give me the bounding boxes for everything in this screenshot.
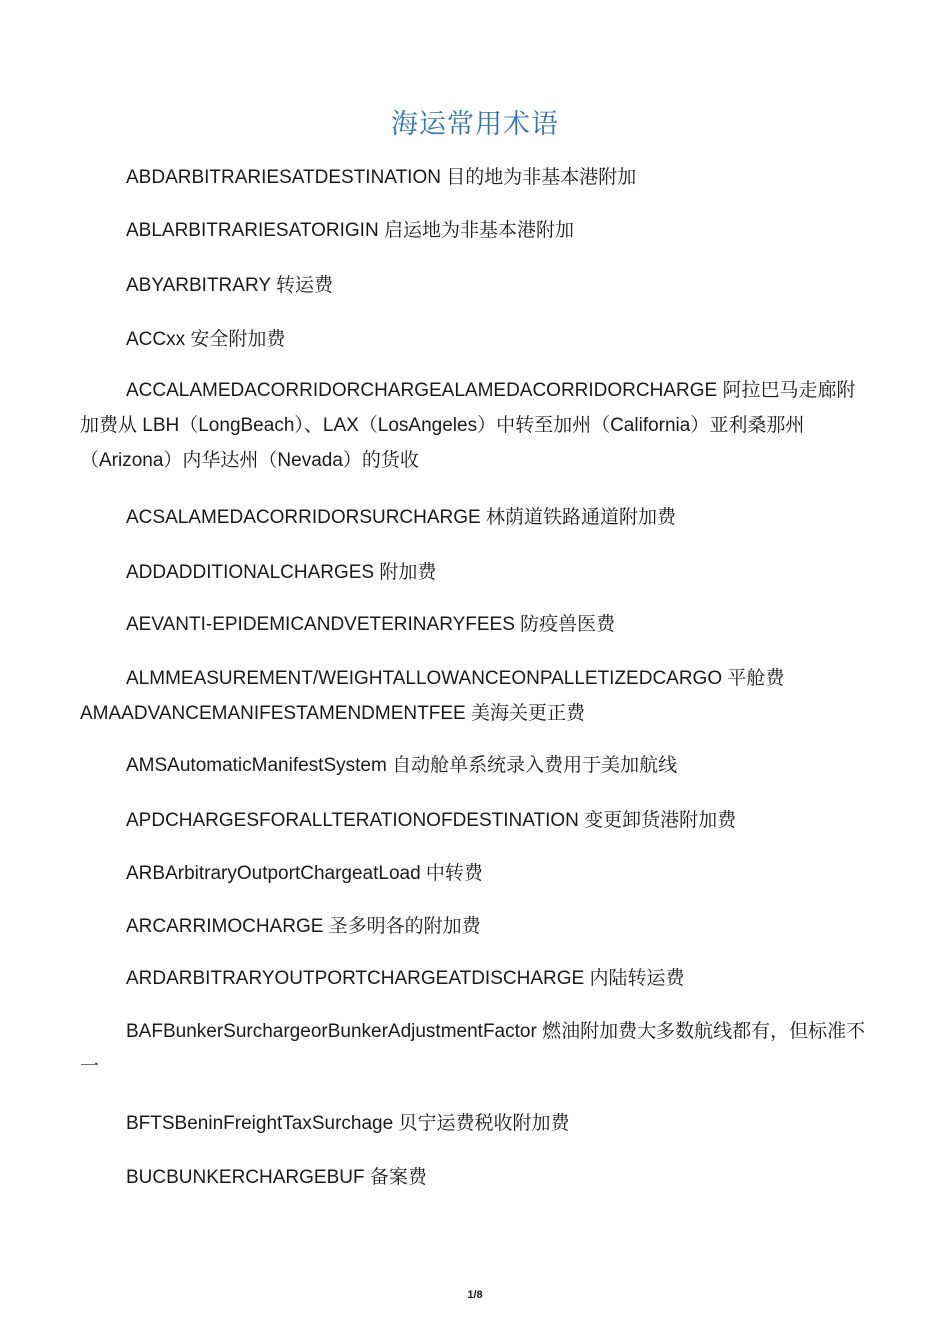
term-entry: APDCHARGESFORALLTERATIONOFDESTINATION 变更卸货港附加费 xyxy=(126,810,737,831)
term-entry: ABYARBITRARY 转运费 xyxy=(126,275,333,296)
term-entry: BUCBUNKERCHARGEBUF 备案费 xyxy=(126,1167,427,1188)
term-entry: ARCARRIMOCHARGE 圣多明各的附加费 xyxy=(126,916,481,937)
term-entry: ARBArbitraryOutportChargeatLoad 中转费 xyxy=(126,863,483,884)
document-title: 海运常用术语 xyxy=(391,109,559,139)
term-entry: ACCxx 安全附加费 xyxy=(126,329,286,350)
term-entry: BFTSBeninFreightTaxSurchage 贝宁运费税收附加费 xyxy=(126,1113,570,1134)
term-entry: AEVANTI-EPIDEMICANDVETERINARYFEES 防疫兽医费 xyxy=(126,614,616,635)
term-entry: AMAADVANCEMANIFESTAMENDMENTFEE 美海关更正费 xyxy=(80,703,585,724)
page-number: 1/8 xyxy=(467,1289,483,1301)
term-entry: ABLARBITRARIESATORIGIN 启运地为非基本港附加 xyxy=(126,220,574,241)
term-entry: ACCALAMEDACORRIDORCHARGEALAMEDACORRIDORCHARGE 阿拉巴马走廊附加费从 LBH（LongBeach）、LAX（LosAngeles）中转至加州（California）亚利桑那州（Arizona）内华达州（Nevada）的货收 xyxy=(80,380,856,471)
term-entry: ALMMEASUREMENT/WEIGHTALLOWANCEONPALLETIZEDCARGO 平舱费 xyxy=(126,668,785,689)
term-entry: ARDARBITRARYOUTPORTCHARGEATDISCHARGE 内陆转运费 xyxy=(126,968,685,989)
term-entry: ADDADDITIONALCHARGES 附加费 xyxy=(126,562,437,583)
term-entry: BAFBunkerSurchargeorBunkerAdjustmentFactor 燃油附加费大多数航线都有，但标准不一 xyxy=(80,1021,866,1077)
term-entry: ABDARBITRARIESATDESTINATION 目的地为非基本港附加 xyxy=(126,167,637,188)
term-entry: AMSAutomaticManifestSystem 自动舱单系统录入费用于美加航线 xyxy=(126,755,678,776)
term-entry: ACSALAMEDACORRIDORSURCHARGE 林荫道铁路通道附加费 xyxy=(126,507,676,528)
